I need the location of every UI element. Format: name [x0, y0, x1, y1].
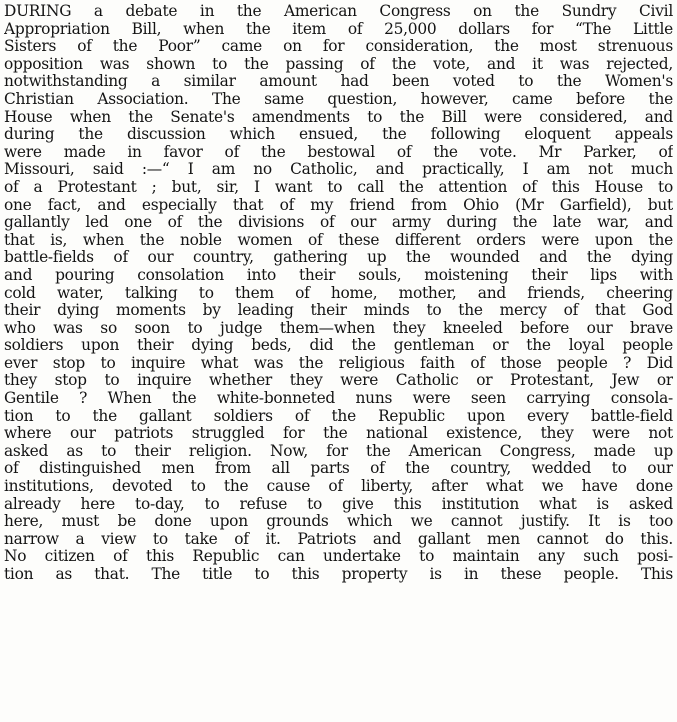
text-line: DURING a debate in the American Congress on the Sundry Civil	[4, 3, 673, 20]
text-line: tion as that. The title to this property is in these people. This	[4, 566, 673, 583]
text-line: Appropriation Bill, when the item of 25,000 dollars for “The Little	[4, 20, 673, 38]
text-line: ever stop to inquire what was the religious faith of those people ? Did	[4, 354, 673, 372]
text-line: one fact, and especially that of my friend from Ohio (Mr Garfield), but	[4, 196, 673, 214]
text-line: Gentile ? When the white-bonneted nuns were seen carrying consola-	[4, 390, 673, 408]
text-line: cold water, talking to them of home, mother, and friends, cheering	[4, 284, 673, 302]
text-line: soldiers upon their dying beds, did the gentleman or the loyal people	[4, 337, 673, 355]
text-line: narrow a view to take of it. Patriots and gallant men cannot do this.	[4, 530, 673, 548]
text-line: gallantly led one of the divisions of our army during the late war, and	[4, 214, 673, 232]
text-line: Christian Association. The same question, however, came before the	[4, 90, 673, 108]
text-line: battle-fields of our country, gathering up the wounded and the dying	[4, 249, 673, 267]
text-line: they stop to inquire whether they were Catholic or Protestant, Jew or	[4, 372, 673, 390]
text-line: opposition was shown to the passing of the vote, and it was rejected,	[4, 55, 673, 73]
text-line: institutions, devoted to the cause of liberty, after what we have done	[4, 478, 673, 496]
text-line: during the discussion which ensued, the following eloquent appeals	[4, 126, 673, 144]
text-line: where our patriots struggled for the national existence, they were not	[4, 425, 673, 443]
text-line: of a Protestant ; but, sir, I want to call the attention of this House to	[4, 178, 673, 196]
text-line: No citizen of this Republic can undertake to maintain any such posi-	[4, 548, 673, 566]
text-line: and pouring consolation into their souls, moistening their lips with	[4, 266, 673, 284]
text-line: asked as to their religion. Now, for the American Congress, made up	[4, 442, 673, 460]
text-line: tion to the gallant soldiers of the Republic upon every battle-field	[4, 407, 673, 425]
text-line: who was so soon to judge them—when they kneeled before our brave	[4, 319, 673, 337]
text-line: their dying moments by leading their minds to the mercy of that God	[4, 302, 673, 320]
text-line: Missouri, said :—“ I am no Catholic, and practically, I am not much	[4, 161, 673, 179]
text-line: notwithstanding a similar amount had been voted to the Women's	[4, 73, 673, 91]
text-line: of distinguished men from all parts of the country, wedded to our	[4, 460, 673, 478]
text-line: already here to-day, to refuse to give this institution what is asked	[4, 495, 673, 513]
text-line: Sisters of the Poor” came on for consideration, the most strenuous	[4, 38, 673, 56]
text-line: here, must be done upon grounds which we cannot justify. It is too	[4, 513, 673, 531]
text-line: House when the Senate's amendments to the Bill were considered, and	[4, 108, 673, 126]
text-line: were made in favor of the bestowal of the vote. Mr Parker, of	[4, 143, 673, 161]
text-line: that is, when the noble women of these different orders were upon the	[4, 231, 673, 249]
